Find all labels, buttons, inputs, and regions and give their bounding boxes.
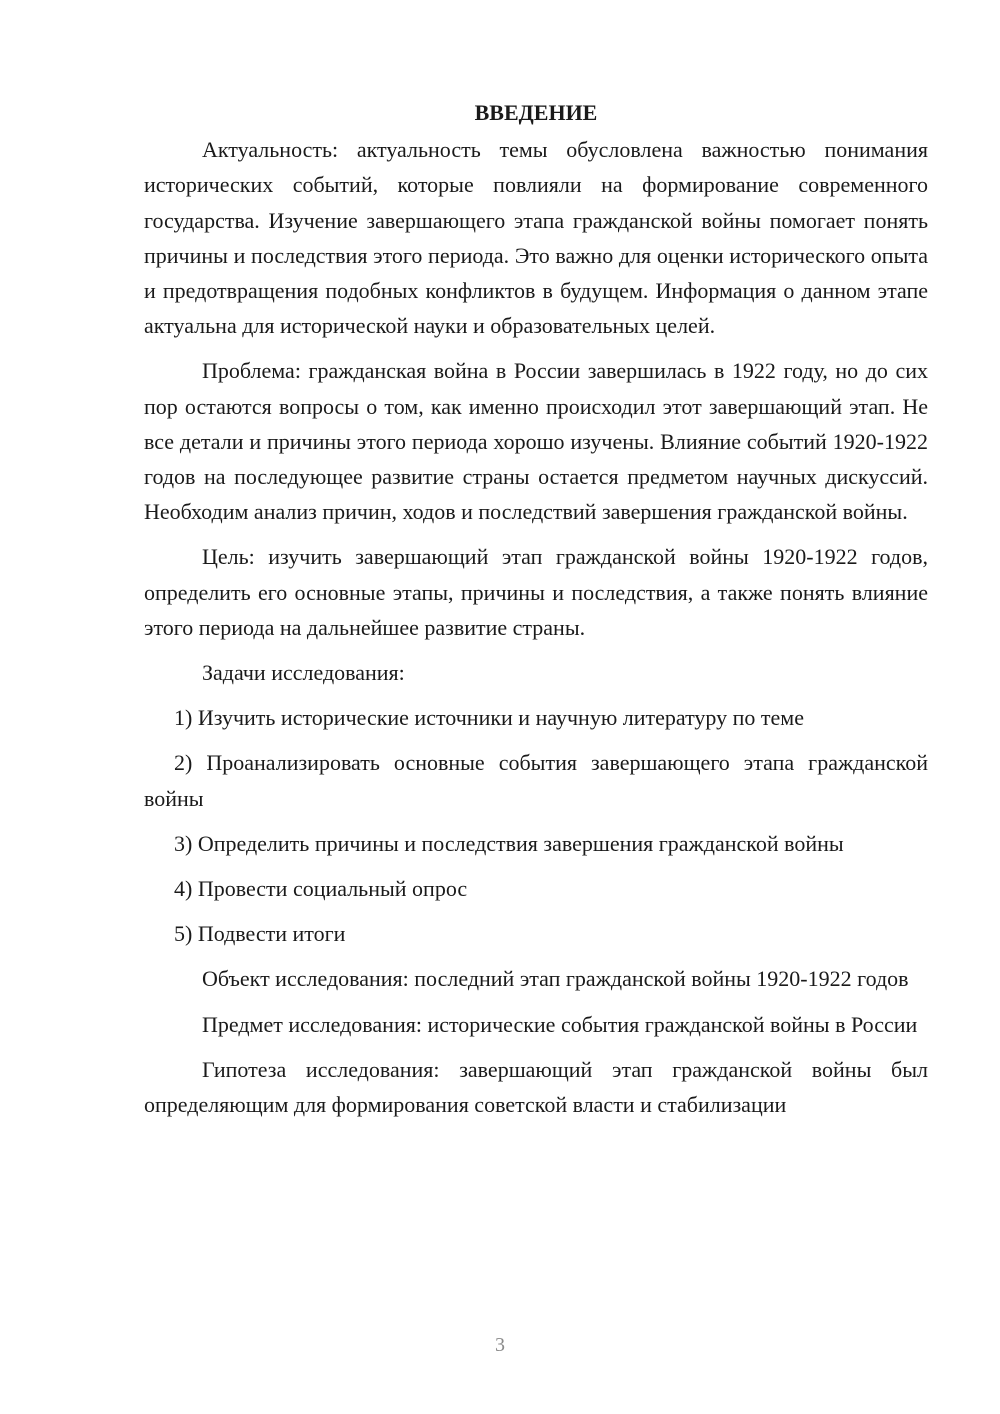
paragraph-object: Объект исследования: последний этап гражданской войны 1920-1922 годов: [202, 966, 909, 992]
paragraph-relevance: Актуальность: актуальность темы обусловлена важностью понимания исторических событий, которые повлияли на формирование современного государства. Изучение завершающего этапа гражданской войны помогает понять причины и последствия этого периода. Это важно для оценки исторического опыта и предотвращения подобных конфликтов в будущем. Информация о данном этапе актуальна для исторической науки и образовательных целей.: [144, 137, 928, 339]
paragraph-goal: Цель: изучить завершающий этап гражданской войны 1920-1922 годов, определить его основные этапы, причины и последствия, а также понять влияние этого периода на дальнейшее развитие страны.: [144, 544, 928, 640]
task-item-1: 1) Изучить исторические источники и научную литературу по теме: [174, 705, 804, 731]
paragraph-hypothesis: Гипотеза исследования: завершающий этап гражданской войны был определяющим для формирования советской власти и стабилизации: [144, 1056, 928, 1118]
paragraph-subject: Предмет исследования: исторические события гражданской войны в России: [202, 1011, 918, 1037]
page-number: 3: [495, 1334, 505, 1356]
task-item-4: 4) Провести социальный опрос: [174, 876, 468, 902]
task-item-2: 2) Проанализировать основные события завершающего этапа гражданской войны: [144, 750, 928, 811]
paragraph-tasks-heading: Задачи исследования:: [202, 660, 405, 686]
document-body: [144, 95, 928, 1132]
task-item-5: 5) Подвести итоги: [174, 921, 346, 947]
section-title: ВВЕДЕНИЕ: [474, 100, 598, 125]
task-item-3: 3) Определить причины и последствия завершения гражданской войны: [174, 830, 844, 856]
paragraph-problem: Проблема: гражданская война в России завершилась в 1922 году, но до сих пор остаются вопросы о том, как именно происходил этот завершающий этап. Не все детали и причины этого периода хорошо изучены. Влияние событий 1920-1922 годов на последующее развитие страны остается предметом научных дискуссий. Необходим анализ причин, ходов и последствий завершения гражданской войны.: [144, 358, 928, 525]
